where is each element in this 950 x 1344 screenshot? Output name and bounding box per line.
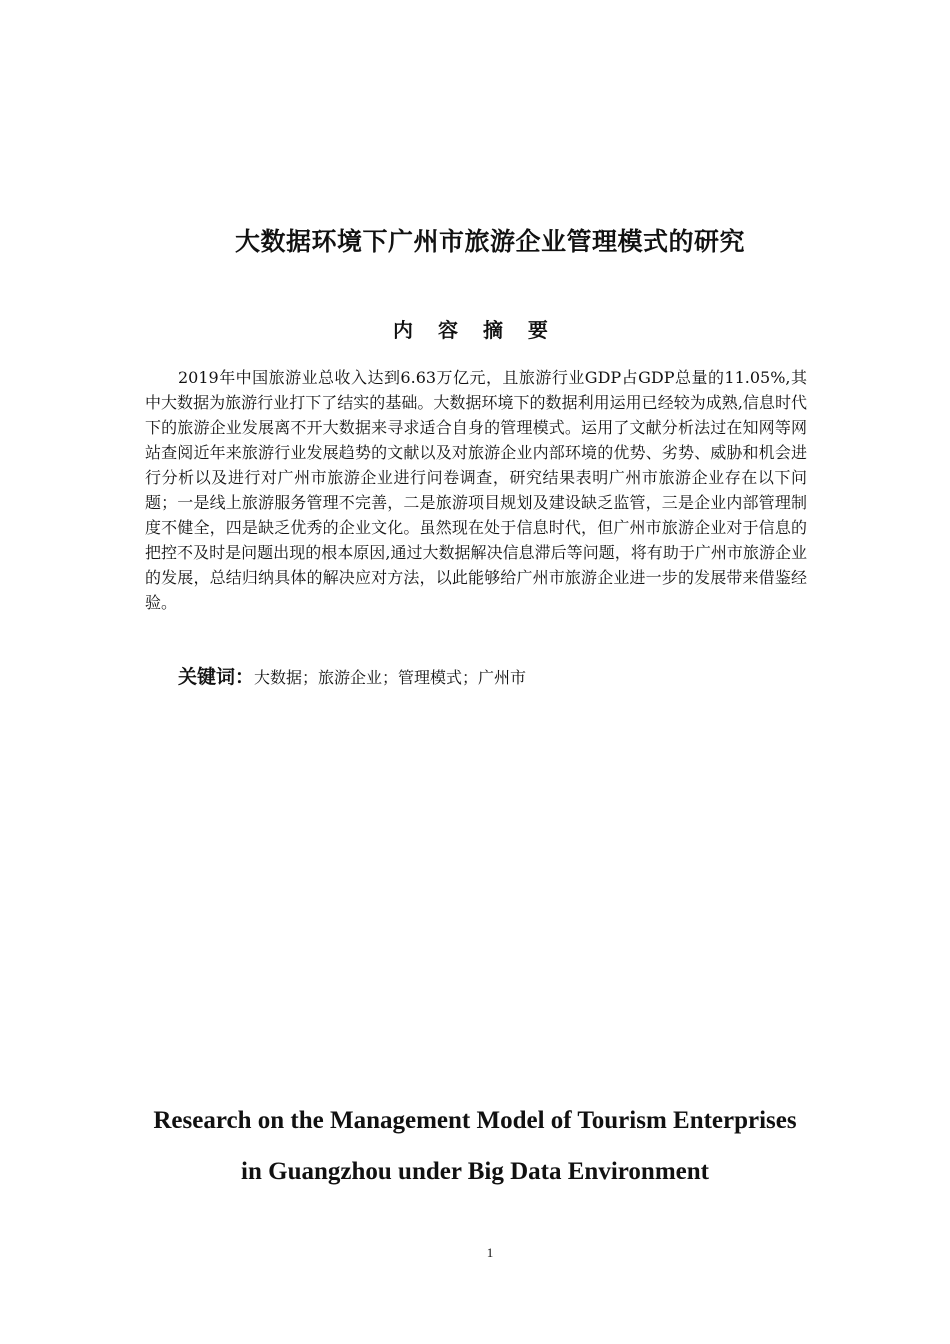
keywords-line [178,662,808,689]
english-title-line-1: Research on the Management Model of Tourism Enterprises [153,1107,797,1134]
english-title-line-2: in Guangzhou under Big Data Environment [241,1158,709,1185]
keywords-value: 大数据；旅游企业；管理模式；广州市 [254,668,527,687]
keywords-label: 关键词： [178,666,255,688]
english-title [0,1095,950,1197]
abstract-heading: 内 容 摘 要 [393,318,557,342]
abstract-paragraph: 2019年中国旅游业总收入达到6.63万亿元，且旅游行业GDP占GDP总量的11.05%,其中大数据为旅游行业打下了结实的基础。大数据环境下的数据利用运用已经较为成熟,信息时代下的旅游企业发展离不开大数据来寻求适合自身的管理模式。运用了文献分析法过在知网等网站查阅近年来旅游行业发展趋势的文献以及对旅游企业内部环境的优势、劣势、威胁和机会进行分析以及进行对广州市旅游企业进行问卷调查，研究结果表明广州市旅游企业存在以下问题；一是线上旅游服务管理不完善，二是旅游项目规划及建设缺乏监管，三是企业内部管理制度不健全，四是缺乏优秀的企业文化。虽然现在处于信息时代，但广州市旅游企业对于信息的把控不及时是问题出现的根本原因,通过大数据解决信息滞后等问题，将有助于广州市旅游企业的发展，总结归纳具体的解决应对方法，以此能够给广州市旅游企业进一步的发展带来借鉴经验。 [145,368,807,612]
page-number: 1 [486,1245,494,1260]
chinese-title: 大数据环境下广州市旅游企业管理模式的研究 [234,227,745,256]
